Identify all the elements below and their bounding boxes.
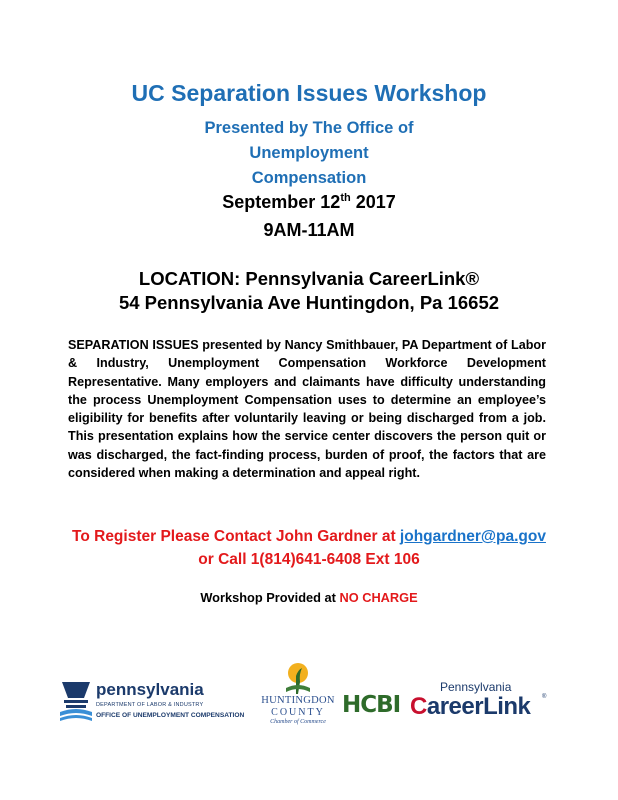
pa-uc-logo <box>58 678 258 728</box>
registration-contact-text: To Register Please Contact John Gardner at <box>72 528 400 545</box>
event-time: 9AM-11AM <box>263 220 355 240</box>
pa-logo-name: pennsylvania <box>96 680 204 699</box>
subtitle-line-1: Presented by The Office of Unemployment <box>204 119 414 162</box>
hcbi-logo: HCBI <box>342 692 401 718</box>
careerlink-logo <box>410 680 550 726</box>
registration-line-1 <box>0 528 618 546</box>
pa-logo-office: OFFICE OF UNEMPLOYMENT COMPENSATION <box>96 712 245 719</box>
registration-email-link[interactable]: johgardner@pa.gov <box>399 528 546 545</box>
careerlink-logo-c: C <box>410 693 427 720</box>
workshop-description: SEPARATION ISSUES presented by Nancy Smithbauer, PA Department of Labor & Industry, Unemployment Compensation Workforce Development Representative. Many employers and claimants have difficulty understanding the process Unemployment Compensation uses to determine an employee’s eligibility for benefits after voluntarily leaving or being discharged from a job. This presentation explains how the service center discovers the person quit or was discharged, the fact-finding process, burden of proof, the factors that are considered when making a determination and appeal right. <box>68 338 546 481</box>
cost-notice <box>0 590 618 605</box>
cost-notice-highlight: NO CHARGE <box>339 590 418 605</box>
pa-logo-dept: DEPARTMENT OF LABOR & INDUSTRY <box>96 702 204 708</box>
huntingdon-logo-chamber: Chamber of Commerce <box>270 719 326 725</box>
careerlink-logo-brand <box>410 693 530 721</box>
location-venue: LOCATION: Pennsylvania CareerLink® <box>138 268 480 289</box>
huntingdon-logo-county: COUNTY <box>271 707 325 718</box>
date-ordinal: th <box>340 192 351 204</box>
workshop-subtitle <box>150 116 468 191</box>
careerlink-logo-state: Pennsylvania <box>440 680 512 694</box>
huntingdon-chamber-logo <box>258 662 338 734</box>
registration-phone: or Call 1(814)641-6408 Ext 106 <box>198 551 420 568</box>
date-year: 2017 <box>350 192 396 212</box>
location-address: 54 Pennsylvania Ave Huntingdon, Pa 16652 <box>118 292 500 313</box>
cost-notice-prefix: Workshop Provided at <box>200 590 340 605</box>
workshop-title: UC Separation Issues Workshop <box>131 80 487 106</box>
date-month-day: September 12 <box>222 192 341 212</box>
keystone-icon <box>58 678 94 724</box>
sun-tree-icon <box>282 662 314 696</box>
subtitle-line-2: Compensation <box>251 169 367 187</box>
careerlink-logo-reg: ® <box>542 694 547 700</box>
huntingdon-logo-name: HUNTINGDON <box>261 695 335 706</box>
careerlink-logo-rest: areerLink <box>426 693 531 720</box>
event-date <box>0 192 618 213</box>
